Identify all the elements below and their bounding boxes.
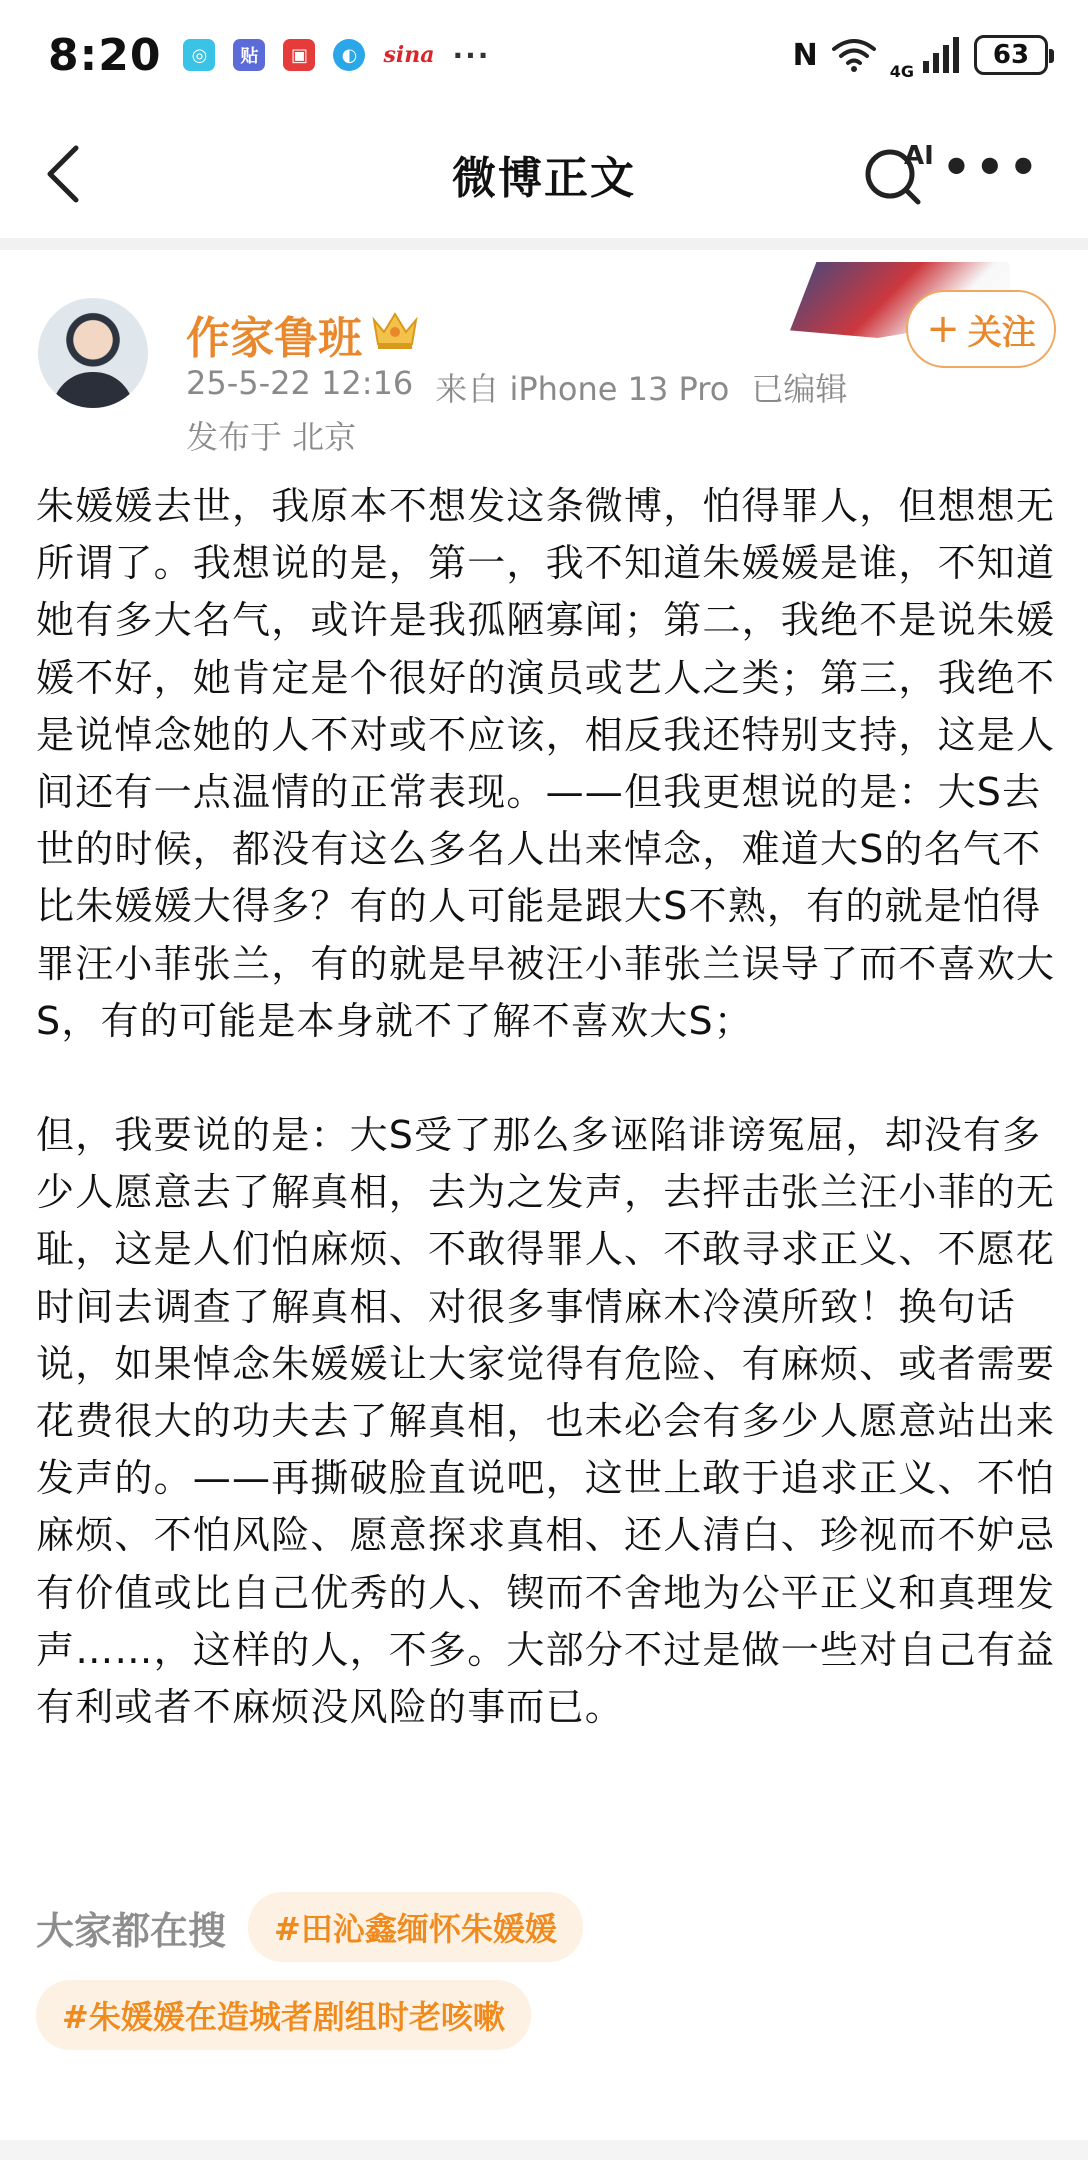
bottom-divider [0, 2140, 1088, 2160]
post-paragraph-2: 但，我要说的是：大S受了那么多诬陷诽谤冤屈，却没有多少人愿意去了解真相，去为之发声，去抨击张兰汪小菲的无耻，这是人们怕麻烦、不敢得罪人、不敢寻求正义、不愿花时间去调查了解真相、对很多事情麻木冷漠所致！换句话说，如果悼念朱媛媛让大家觉得有危险、有麻烦、或者需要花费很大的功夫去了解真相，也未必会有多少人愿意站出来发声的。——再撕破脸直说吧，这世上敢于追求正义、不怕麻烦、不怕风险、愿意探求真相、还人清白、珍视而不妒忌有价值或比自己优秀的人、锲而不舍地为公平正义和真理发声……，这样的人，不多。大部分不过是做一些对自己有益有利或者不麻烦没风险的事而已。 [36, 1113, 1056, 1730]
red-app-notification-icon: ▣ [283, 39, 315, 71]
edited-label[interactable]: 已编辑 [751, 370, 848, 408]
avatar[interactable] [38, 298, 148, 408]
hot-search-tag[interactable]: #田沁鑫缅怀朱媛媛 [248, 1892, 583, 1962]
sina-notification-icon: sina [383, 42, 435, 68]
post-date: 25-5-22 12:16 [186, 364, 414, 402]
signal-icon [922, 37, 960, 73]
plus-icon: + [926, 306, 960, 352]
ai-search-icon[interactable] [860, 138, 940, 208]
ai-label: AI [904, 141, 934, 171]
wifi-icon [832, 37, 876, 73]
app-notification-icon: ◎ [183, 39, 215, 71]
back-arrow-icon[interactable] [38, 142, 88, 206]
author-name[interactable]: 作家鲁班 [186, 313, 362, 364]
follow-button[interactable] [906, 290, 1056, 368]
post-meta [186, 364, 847, 410]
post-source: 来自 iPhone 13 Pro [435, 370, 730, 408]
status-bar [0, 0, 1088, 110]
page-title: 微博正文 [452, 153, 636, 204]
status-time: 8:20 [48, 29, 162, 81]
tieba-notification-icon: 贴 [233, 39, 265, 71]
hot-search-section [36, 1892, 1056, 2050]
post-paragraph-1: 朱媛媛去世，我原本不想发这条微博，怕得罪人，但想想无所谓了。我想说的是，第一，我不知道朱媛媛是谁，不知道她有多大名气，或许是我孤陋寡闻；第二，我绝不是说朱媛媛不好，她肯定是个很好的演员或艺人之类；第三，我绝不是说悼念她的人不对或不应该，相反我还特别支持，这是人间还有一点温情的正常表现。——但我更想说的是：大S去世的时候，都没有这么多名人出来悼念，难道大S的名气不比朱媛媛大得多？有的人可能是跟大S不熟，有的就是怕得罪汪小菲张兰，有的就是早被汪小菲张兰误导了而不喜欢大S，有的可能是本身就不了解不喜欢大S； [36, 484, 1056, 1043]
network-type-label: 4G [889, 61, 914, 81]
follow-label: 关注 [967, 312, 1036, 353]
paragraph-spacer [36, 1050, 1056, 1107]
more-notifications-icon: ··· [452, 38, 491, 72]
browser-notification-icon: ◐ [333, 39, 365, 71]
post-location: 发布于 北京 [186, 418, 357, 456]
nfc-icon: N [792, 37, 818, 73]
author-block [0, 250, 1088, 460]
notification-icons [183, 39, 490, 71]
more-options-icon[interactable]: ••• [941, 140, 1042, 194]
crown-badge-icon [368, 306, 422, 352]
post-body [36, 478, 1056, 1736]
nav-bar [0, 110, 1088, 250]
battery-icon: 63 [974, 35, 1048, 75]
hot-search-tag[interactable]: #朱媛媛在造城者剧组时老咳嗽 [36, 1980, 531, 2050]
system-icons [793, 30, 1048, 81]
hot-search-label: 大家都在搜 [36, 1908, 227, 1953]
